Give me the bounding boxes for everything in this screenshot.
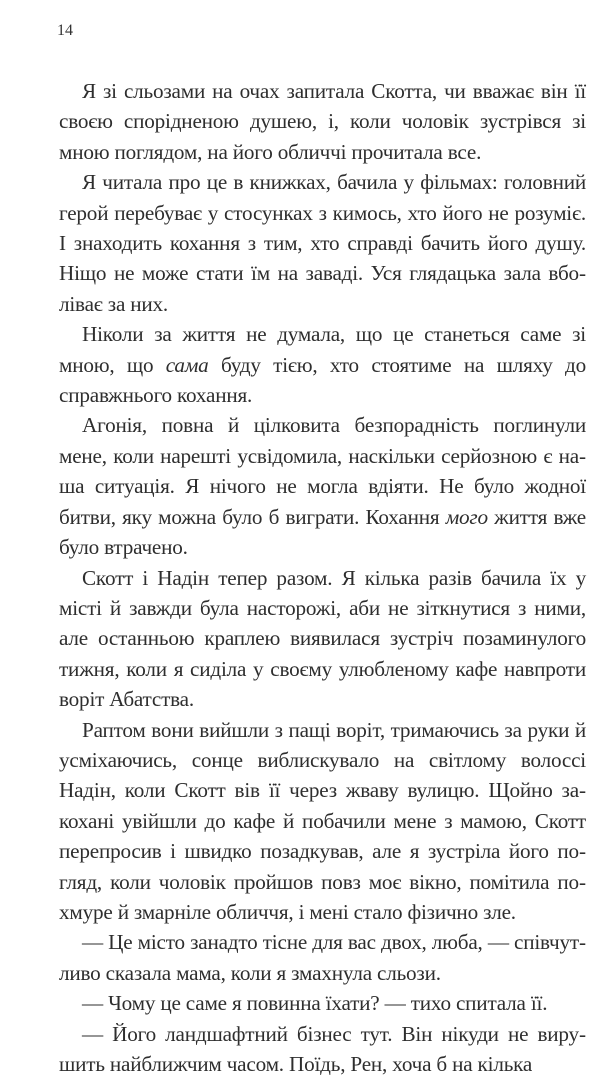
paragraph-text: Скотт і Надін тепер разом. Я кілька разів бачила їх у місті й завжди була насторожі, аби не зіткнутися з ними, але останньою краплею виявилася зустріч позаминулого тижня, коли я сиділа у своєму улюбленому кафе навпроти воріт Абатства.	[59, 565, 586, 712]
paragraph-text: Я зі сльозами на очах запитала Скотта, чи вважає він її своєю спорідненою душею, і, коли чоловік зустрівся зі мною поглядом, на його обличчі прочитала все.	[59, 79, 586, 164]
dialogue-3	[59, 1019, 586, 1079]
paragraph-text: Раптом вони вийшли з пащі воріт, тримаючись за руки й усміхаючись, сонце виблискувало на світлому волоссі Надін, коли Скотт вів її через жваву вулицю. Щойно закохані увійшли до кафе й побачили мене з мамою, Скотт перепросив і швидко позадкував, але я зустріла його погляд, коли чоловік пройшов повз моє вікно, помітила похмуре й змарніле обличчя, і мені стало фізично зле.	[59, 717, 586, 924]
paragraph-4	[59, 410, 586, 562]
paragraph-text: — Його ландшафтний бізнес тут. Він нікуди не вирушить найближчим часом. Поїдь, Рен, хоча б на кілька	[59, 1021, 586, 1076]
paragraph-text: життя вже було втрачено.	[59, 504, 586, 560]
paragraph-3	[59, 319, 586, 410]
paragraph-text: — Чому це саме я повинна їхати? — тихо спитала її.	[82, 991, 548, 1016]
paragraph-text: Я читала про це в книжках, бачила у фільмах: головний герой перебуває у стосунках з кимось, хто його не розуміє. І знаходить кохання з тим, хто справді бачить його душу. Ніщо не може стати їм на заваді. Уся глядацька зала вболіває за них.	[59, 170, 586, 316]
paragraph-2	[59, 167, 586, 319]
paragraph-5	[59, 563, 586, 715]
dialogue-2	[59, 988, 586, 1018]
paragraph-text: буду тією, хто стоятиме на шляху до справжнього кохання.	[59, 352, 586, 408]
paragraph-text: Ніколи за життя не думала, що це станеться саме зі мною, що	[59, 322, 586, 377]
italic-emphasis: сама	[165, 352, 209, 377]
italic-emphasis: мого	[445, 504, 488, 529]
paragraph-6	[59, 715, 586, 928]
dialogue-1	[59, 927, 586, 988]
page-body	[59, 76, 586, 1079]
paragraph-text: Агонія, повна й цілковита безпорадність поглинули мене, коли нарешті усвідомила, наскільки серйозною є наша ситуація. Я нічого не могла вдіяти. Не було жодної битви, яку можна було б виграти. Кохання	[59, 413, 586, 529]
paragraph-text: — Це місто занадто тісне для вас двох, люба, — співчутливо сказала мама, коли я змахнула сльози.	[59, 930, 586, 985]
paragraph-1	[59, 76, 586, 167]
page-number: 14	[57, 22, 73, 39]
